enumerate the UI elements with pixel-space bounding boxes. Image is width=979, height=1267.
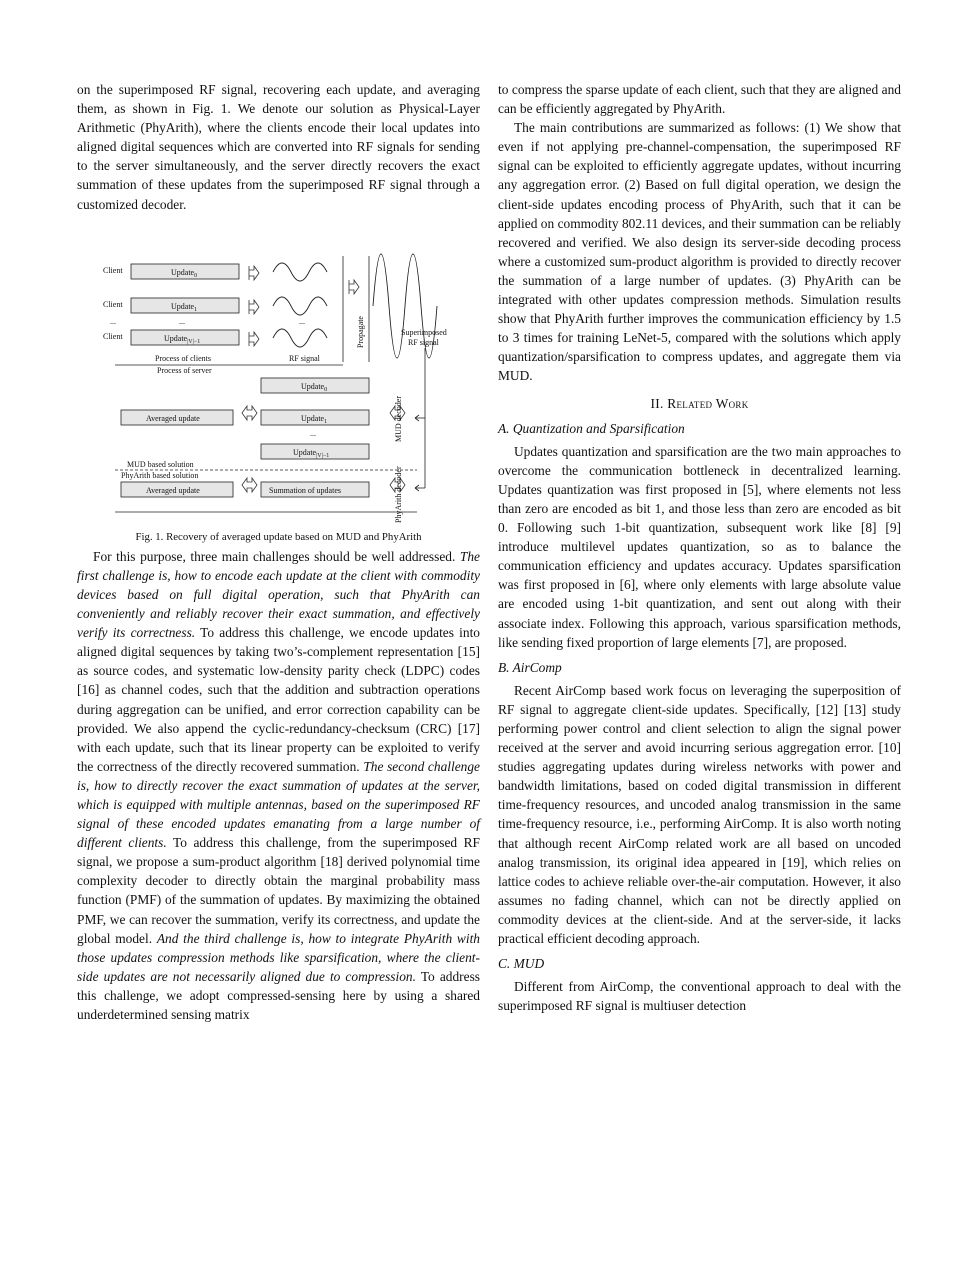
averaged-update-mud-label: Averaged update [146, 413, 200, 423]
paragraph-contributions: The main contributions are summarized as follows: (1) We show that even if not applying pre-channel-compensation, the superimposed RF signal can be exploited to efficiently aggregate updates, without incurring any aggregation error. (2) Based on full digital operation, we design the client-side updates encoding process of PhyArith, such that it can be applied on commodity 802.11 devices, and their summation can be reliably recovered and verified. We also design its server-side decoding process where a customized sum-product algorithm is provided to directly recover the summation of a large number of updates. (3) PhyArith can be integrated with other updates compression methods. Simulation results show that PhyArith further improves the communication efficiency by 1.5 to 3 times for training LeNet-5, compared with the solutions which apply quantization/sparsification to compress updates, and aggregate them via MUD. [498, 120, 901, 384]
phyarith-decoder-label: PhyArith decoder [394, 466, 403, 523]
subsection-heading-a: A. Quantization and Sparsification [498, 420, 685, 436]
average-arrow-phy [242, 478, 257, 492]
update1-star-label: Update$_1$ [301, 413, 328, 425]
right-column [498, 80, 901, 1015]
mud-solution-label: MUD based solution [127, 459, 194, 469]
process-clients-label: Process of clients [155, 353, 211, 363]
superimposed-label: Superimposed [401, 327, 447, 337]
paragraph-mud: Different from AirComp, the conventional approach to deal with the superimposed RF signal is multiuser detection [498, 979, 901, 1014]
phyarith-solution-label: PhyArith based solution [121, 470, 199, 480]
update0-star-label: Update$_0$ [301, 381, 328, 393]
subsection-heading-c: C. MUD [498, 956, 545, 972]
subsection-heading-b: B. AirComp [498, 659, 562, 675]
rf-signal-label: RF signal [289, 353, 320, 363]
client-label-1: Client [103, 299, 123, 309]
update-star-dots: ... [310, 428, 316, 438]
propagate-label: Propagate [356, 315, 365, 348]
paragraph-continue: to compress the sparse update of each client, such that they are aligned and can be efficiently aggregated by PhyArith. [498, 82, 901, 117]
paragraph-intro: on the superimposed RF signal, recovering each update, and averaging them, as shown in Fig. 1. We denote our solution as Physical-Layer Arithmetic (PhyArith), where the clients encode their local updates into aligned digital sequences which are converted into RF signals for sending to the server simultaneously, and the server directly recovers the exact summation of these updates from the superimposed RF signal through a customized decoder. [77, 82, 480, 212]
section-heading-related-work: II. Related Work [650, 395, 749, 411]
superimposed-label-2: RF signal [408, 337, 439, 347]
updateN-star-label: Update$_{|V|-1}$ [293, 447, 330, 459]
figure-1 [77, 238, 480, 528]
client-label-0: Client [103, 265, 123, 275]
averaged-update-phy-label: Averaged update [146, 485, 200, 495]
paragraph-aircomp: Recent AirComp based work focus on leveraging the superposition of RF signal to aggregate client-side updates. Specifically, [12] [13] study performing power control and client selection to align the signal power received at the server and avoid incurring serious aggregation error. [10] studies aggregating updates during wireless networks with power and bandwidth limitations, based on coded digital transmission in different time-frequency resources, and uncoded analog transmission in the same time-frequency resource, i.e., performing AirComp. It is also worth noting that although recent AirComp related work are all based on uncoded analog transmission, its original idea appeared in [19], which relies on lattice codes to achieve reliable over-the-air computation. However, it also assumes no fading channel, which can not be directly applied on commodity devices at the client-side. And at the server-side, it lacks practical efficient decoding approach. [498, 682, 901, 947]
update-dots: ... [179, 316, 185, 326]
client-label-n: Client [103, 331, 123, 341]
rf-waves [273, 263, 327, 347]
left-column [77, 80, 480, 1024]
client-dots: ... [110, 316, 116, 326]
propagate-arrow [349, 280, 359, 294]
mud-decoder-label: MUD decoder [394, 395, 403, 442]
wave-dots: ... [299, 316, 305, 326]
paragraph-challenges: For this purpose, three main challenges should be well addressed. The first challenge is, how to encode each update at the client with commodity devices based on full digital operation, such that PhyArith can conveniently and reliably recover their exact summation, and effectively verify its correctness. To address this challenge, we encode updates into aligned digital sequences by taking two’s-complement representation [15] as source codes, and systematic low-density parity check (LDPC) codes [16] as channel codes, such that the addition and subtraction operations during aggregation can be unified, and error correction capability can be provided. We also append the cyclic-redundancy-checksum (CRC) [17] with each update, such that its linear property can be exploited to verify the correctness of the directly recovered summation. The second challenge is, how to directly recover the exact summation of updates at the server, which is equipped with multiple antennas, based on the superimposed RF signal of these encoded updates emanating from a large number of different clients. To address this challenge, from the superimposed RF signal, we propose a sum-product algorithm [18] derived polynomial time complexity decoder to directly obtain the marginal probability mass function (PMF) of the summation of updates. By maximizing the obtained PMF, we can recover the summation, verify its correctness, and update the global model. And the third challenge is, how to integrate PhyArith with those updates compression methods like sparsification, where the client-side updates are not necessarily aligned due to compression. To address this challenge, we adopt compressed-sensing here by using a shared underdetermined sensing matrix [77, 548, 481, 1022]
summation-label: Summation of updates [269, 485, 341, 495]
update-0-label: Update$_0$ [171, 267, 198, 279]
paragraph-quantization: Updates quantization and sparsification are the two main approaches to overcome the communication bottleneck in decentralized learning. Updates quantization was first proposed in [5], where elements not less than zero are encoded as bit 1, and those less than zero are encoded as bit 0. Following such 1-bit quantization, subsequent work like [8] [9] introduce multilevel updates quantization, so as to balance the communication efficiency and updates accuracy. Updates sparsification was first proposed in [6], where only elements with large absolute value are encoded using 1-bit quantization, and sent out along with their associate index. Following this approach, various sparsification methods, like sending fixed proportion of large elements [7], are proposed. [498, 443, 901, 650]
update-n-label: Update$_{|V|-1}$ [164, 333, 201, 345]
figure-1-diagram [77, 238, 480, 528]
average-arrow-mud [242, 406, 257, 420]
process-server-label: Process of server [157, 365, 212, 375]
figure-caption: Fig. 1. Recovery of averaged update based on MUD and PhyArith [135, 530, 422, 543]
client-arrows [249, 266, 259, 346]
update-1-label: Update$_1$ [171, 301, 198, 313]
